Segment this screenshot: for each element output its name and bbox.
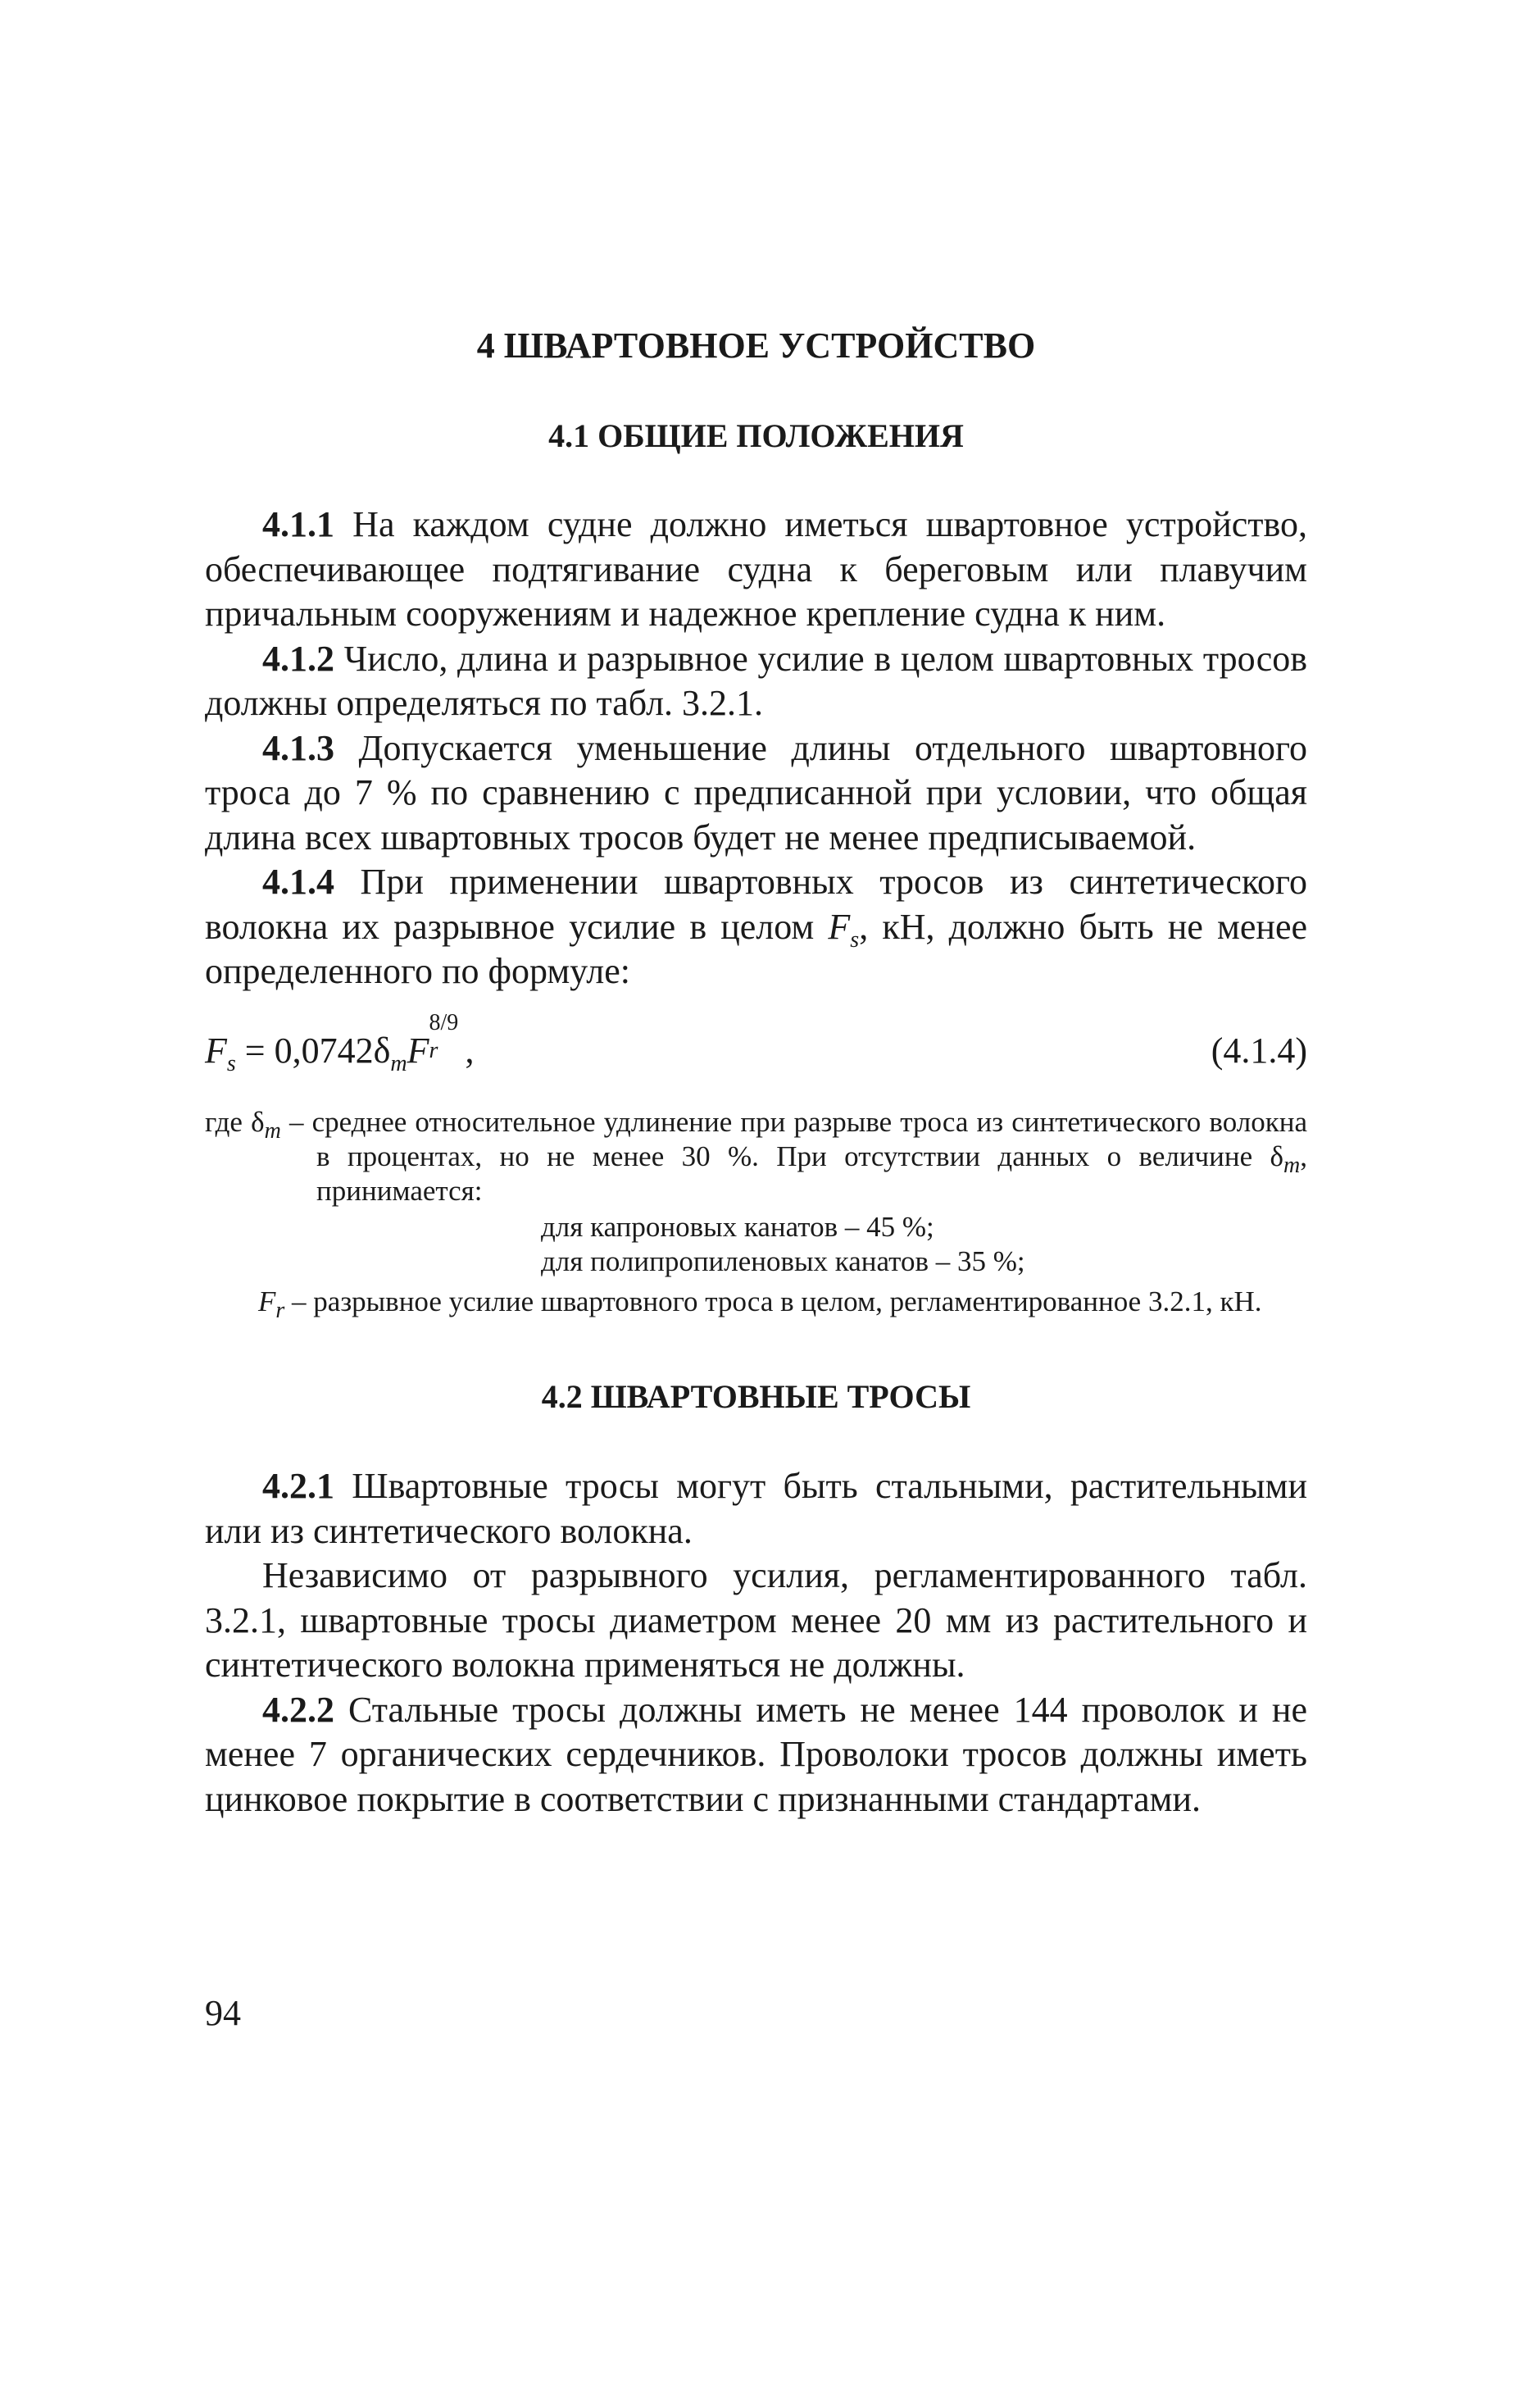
- clause-text: Число, длина и разрывное усилие в целом швартовных тросов должны определяться по табл. 3.2.1.: [205, 638, 1307, 723]
- clause-text: При применении швартовных тросов из синтетического волокна их разрывное усилие в целом: [205, 862, 1307, 947]
- clause-number: 4.2.1: [262, 1466, 334, 1506]
- clause-text: Стальные тросы должны иметь не менее 144 проволок и не менее 7 органических сердечников. Проволоки тросов должны иметь цинковое покрытие в соответствии с признанными стандартами.: [205, 1689, 1307, 1819]
- note-capron: для капроновых канатов – 45 %;: [541, 1211, 934, 1243]
- section-title-4-2: 4.2 ШВАРТОВНЫЕ ТРОСЫ: [541, 1378, 971, 1415]
- paragraph-4-2-1: [205, 1464, 1307, 1554]
- clause-text: На каждом судне должно иметься швартовное устройство, обеспечивающее подтягивание судна к береговым или плавучим причальным сооружениям и надежное крепление судна к ним.: [205, 504, 1307, 634]
- variable-f: F: [828, 906, 851, 947]
- paragraph-4-1-2: [205, 637, 1307, 726]
- clause-text: , кН, должно быть не менее определенного по формуле:: [205, 906, 1307, 991]
- note-fr: $F_r$ – разрывное усилие швартовного троса в целом, регламентированное 3.2.1, кН.: [258, 1285, 1262, 1323]
- paragraph-4-1-4: [205, 860, 1307, 994]
- clause-number: 4.1.4: [262, 862, 334, 902]
- clause-text: Допускается уменьшение длины отдельного швартовного троса до 7 % по сравнению с предписанной при условии, что общая длина всех швартовных тросов будет не менее предписываемой.: [205, 727, 1307, 858]
- formula-expression: $F_s = 0,0742\delta_mF$ 8/9 r ,: [205, 1010, 475, 1076]
- clause-number: 4.1.3: [262, 727, 334, 768]
- page-number: 94: [205, 1993, 241, 2033]
- section-4-2-body: [205, 1464, 1307, 1822]
- variable-subscript: s: [850, 926, 860, 953]
- note-polypropylene: для полипропиленовых канатов – 35 %;: [541, 1245, 1025, 1277]
- section-4-1-body: [205, 503, 1307, 994]
- clause-number: 4.2.2: [262, 1689, 334, 1730]
- where-explanation: где $\delta_m$ – среднее относительное удлинение при разрыве троса из синтетического волокна в процентах, но не менее 30 %. При отсутствии данных о величине $\delta_m$, принимается:: [205, 1106, 1307, 1207]
- formula-number: (4.1.4): [1211, 1030, 1307, 1071]
- paragraph-4-2-2: [205, 1688, 1307, 1822]
- clause-number: 4.1.1: [262, 504, 334, 544]
- paragraph-4-1-1: [205, 503, 1307, 637]
- paragraph-4-1-3: [205, 726, 1307, 861]
- chapter-title: 4 ШВАРТОВНОЕ УСТРОЙСТВО: [476, 325, 1036, 366]
- section-title-4-1: 4.1 ОБЩИЕ ПОЛОЖЕНИЯ: [548, 417, 964, 454]
- formula-4-1-4: [205, 1010, 1307, 1079]
- clause-text: Швартовные тросы могут быть стальными, растительными или из синтетического волокна.: [205, 1466, 1307, 1551]
- paragraph-4-2-1-continued: Независимо от разрывного усилия, регламентированного табл. 3.2.1, швартовные тросы диаметром менее 20 мм из растительного и синтетического волокна применяться не должны.: [205, 1555, 1307, 1685]
- clause-number: 4.1.2: [262, 638, 334, 679]
